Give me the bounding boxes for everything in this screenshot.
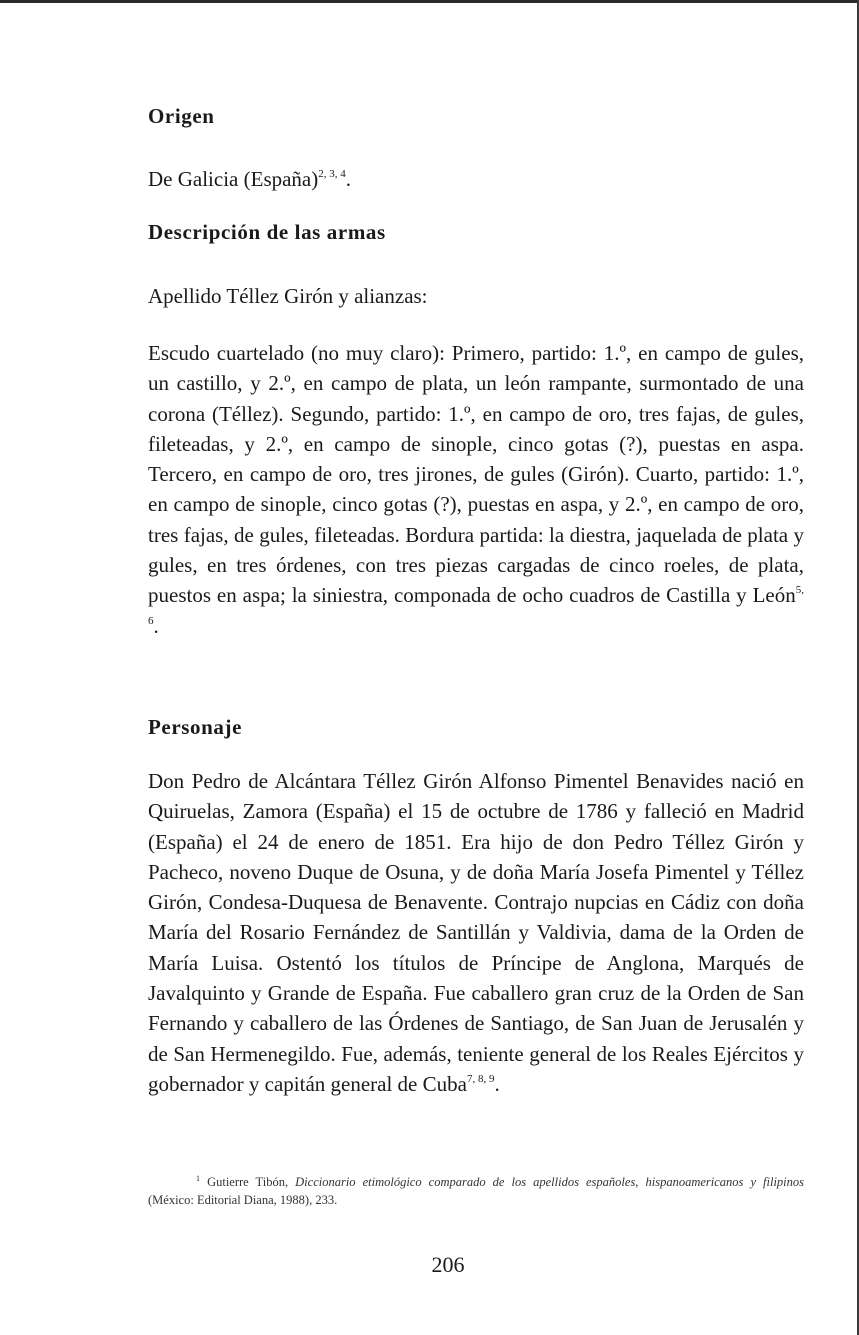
page-number: 206 <box>431 1252 465 1277</box>
descripcion-body-text: Escudo cuartelado (no muy claro): Primero, partido: 1.º, en campo de gules, un castillo, y 2.º, en campo de plata, un león rampante, surmontado de una corona (Téllez). Segundo, partido: 1.º, en campo de oro, tres fajas, de gules, fileteadas, y 2.º, en campo de sinople, cinco gotas (?), puestas en aspa. Tercero, en campo de oro, tres jirones, de gules (Girón). Cuarto, partido: 1.º, en campo de sinople, cinco gotas (?), puestas en aspa, y 2.º, en campo de oro, tres fajas, de gules, fileteadas. Bordura partida: la diestra, jaquelada de plata y gules, en tres órdenes, con tres piezas cargadas de cinco roeles, de plata, puestos en aspa; la siniestra, componada de ocho cuadros de Castilla y León <box>148 341 804 608</box>
heading-origen: Origen <box>148 104 215 128</box>
origen-refs: 2, 3, 4 <box>318 168 346 180</box>
footnote-number: 1 <box>196 1174 200 1183</box>
footnote-title: Diccionario etimológico comparado de los apellidos españoles, hispanoamericanos y filipinos <box>295 1175 805 1189</box>
personaje-body-text: Don Pedro de Alcántara Téllez Girón Alfonso Pimentel Benavides nació en Quiruelas, Zamora (España) el 15 de octubre de 1786 y falleció en Madrid (España) el 24 de enero de 1851. Era hijo de don Pedro Téllez Girón y Pacheco, noveno Duque de Osuna, y de doña María Josefa Pimentel y Téllez Girón, Condesa-Duquesa de Benavente. Contrajo nupcias en Cádiz con doña María del Rosario Fernández de Santillán y Valdivia, dama de la Orden de María Luisa. Ostentó los títulos de Príncipe de Anglona, Marqués de Javalquinto y Grande de España. Fue caballero gran cruz de la Orden de San Fernando y caballero de las Órdenes de Santiago, de San Juan de Jerusalén y de San Hermenegildo. Fue, además, teniente general de los Reales Ejércitos y gobernador y capitán general de Cuba <box>148 769 804 1096</box>
footnote <box>148 1173 804 1209</box>
top-border-line <box>0 0 859 3</box>
personaje-body <box>148 766 804 1099</box>
descripcion-body <box>148 338 804 641</box>
origen-text: De Galicia (España) <box>148 167 319 191</box>
footnote-author: Gutierre Tibón, <box>207 1175 289 1189</box>
heading-descripcion: Descripción de las armas <box>148 220 386 244</box>
descripcion-intro: Apellido Téllez Girón y alianzas: <box>148 284 428 308</box>
origen-paragraph <box>148 164 351 194</box>
personaje-refs: 7, 8, 9 <box>466 1072 495 1085</box>
heading-personaje: Personaje <box>148 715 243 739</box>
descripcion-refs: 5, 6 <box>148 584 804 627</box>
personaje-end: . <box>494 1071 500 1096</box>
descripcion-end: . <box>153 613 159 638</box>
footnote-publication: (México: Editorial Diana, 1988), 233. <box>148 1193 338 1207</box>
origen-end: . <box>345 167 351 191</box>
